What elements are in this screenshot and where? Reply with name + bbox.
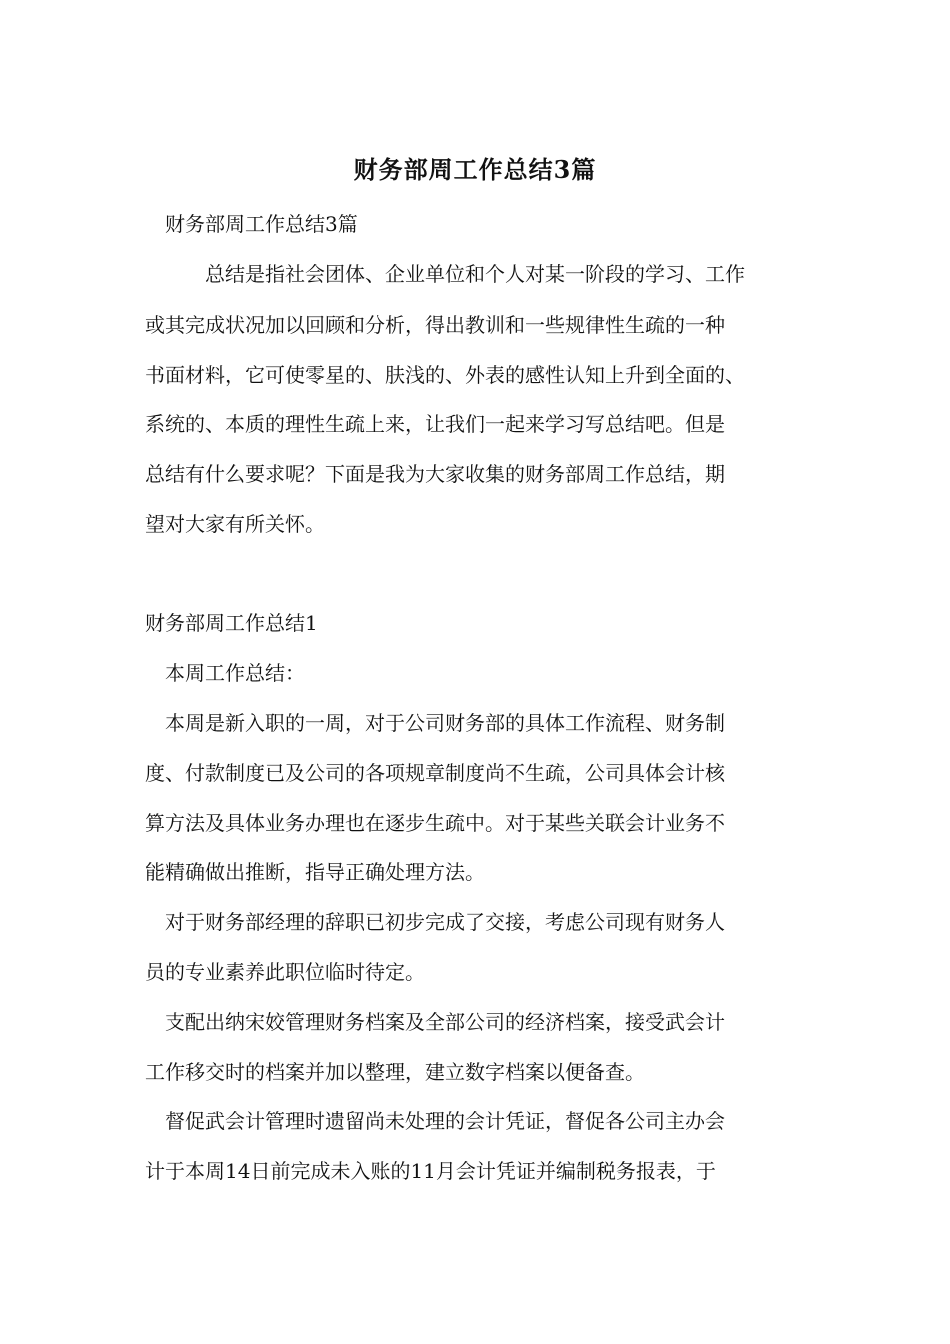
paragraph-line: 计于本周14日前完成未入账的11月会计凭证并编制税务报表，于 (145, 1159, 716, 1183)
paragraph-line: 员的专业素养此职位临时待定。 (145, 960, 425, 984)
paragraph-line: 支配出纳宋姣管理财务档案及全部公司的经济档案，接受武会计 (165, 1010, 725, 1034)
paragraph-line: 算方法及具体业务办理也在逐步生疏中。对于某些关联会计业务不 (145, 811, 725, 835)
paragraph-line: 对于财务部经理的辞职已初步完成了交接，考虑公司现有财务人 (165, 910, 725, 934)
paragraph-line: 督促武会计管理时遗留尚未处理的会计凭证，督促各公司主办会 (165, 1109, 725, 1133)
intro-line: 系统的、本质的理性生疏上来，让我们一起来学习写总结吧。但是 (145, 412, 725, 436)
intro-line: 总结是指社会团体、企业单位和个人对某一阶段的学习、工作 (205, 262, 745, 286)
paragraph-line: 本周是新入职的一周，对于公司财务部的具体工作流程、财务制 (165, 711, 725, 735)
intro-line: 书面材料，它可使零星的、肤浅的、外表的感性认知上升到全面的、 (145, 363, 745, 387)
intro-line: 总结有什么要求呢？下面是我为大家收集的财务部周工作总结，期 (145, 462, 725, 486)
section-subheading: 本周工作总结： (165, 661, 305, 685)
intro-line: 或其完成状况加以回顾和分析，得出教训和一些规律性生疏的一种 (145, 313, 725, 337)
document-title: 财务部周工作总结3篇 (353, 155, 597, 184)
document-subtitle: 财务部周工作总结3篇 (165, 212, 358, 236)
section-heading: 财务部周工作总结1 (145, 611, 318, 635)
paragraph-line: 度、付款制度已及公司的各项规章制度尚不生疏，公司具体会计核 (145, 761, 725, 785)
paragraph-line: 工作移交时的档案并加以整理，建立数字档案以便备查。 (145, 1060, 645, 1084)
intro-line: 望对大家有所关怀。 (145, 512, 325, 536)
paragraph-line: 能精确做出推断，指导正确处理方法。 (145, 860, 485, 884)
